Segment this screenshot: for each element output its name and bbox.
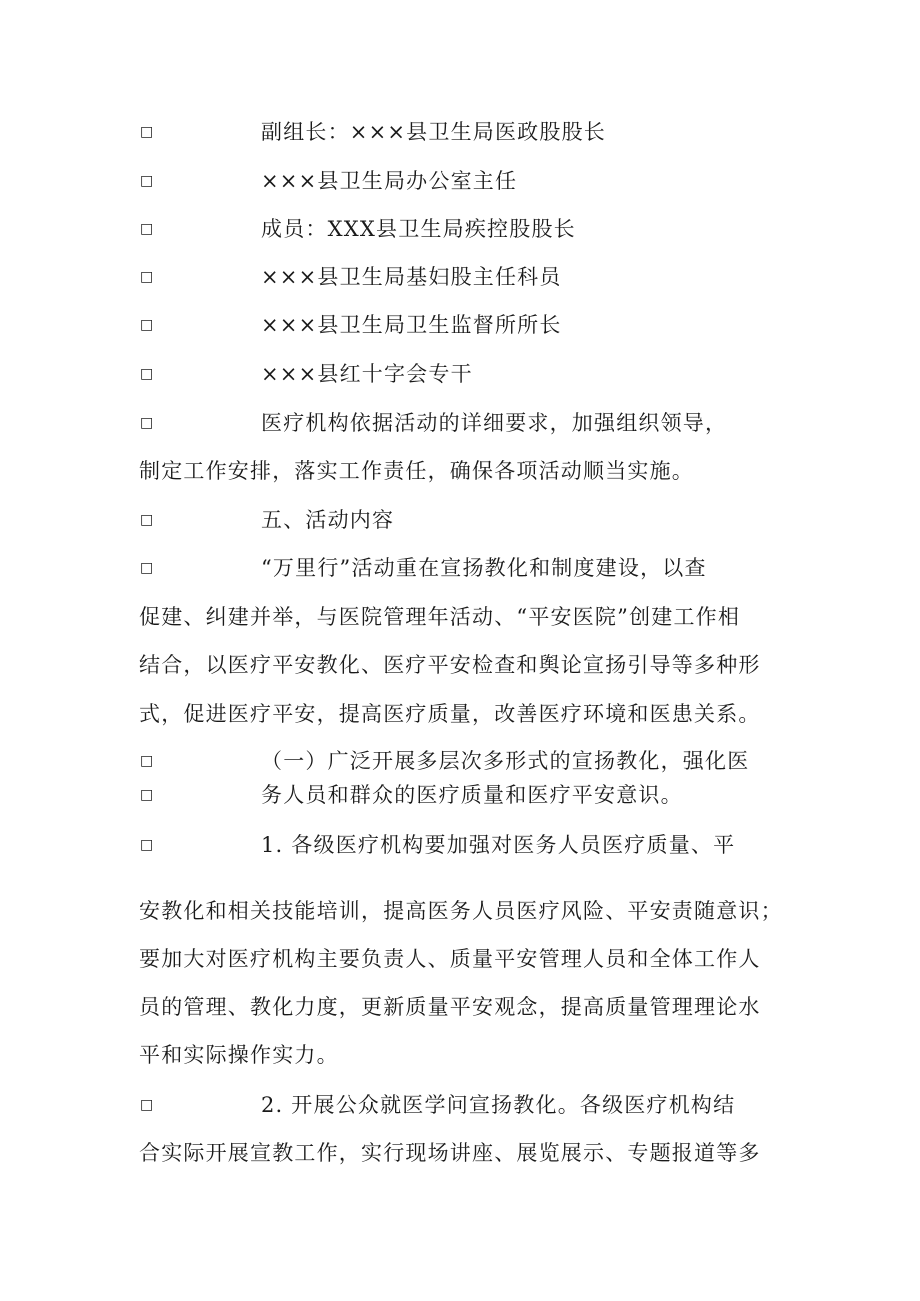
line-text: 要加大对医疗机构主要负责人、质量平安管理人员和全体工作人: [139, 947, 761, 971]
line-text: “万里行”活动重在宣扬教化和制度建设，以查: [261, 556, 707, 580]
line-2: [0, 166, 920, 196]
line-text: 2. 开展公众就医学问宣扬教化。各级医疗机构结: [261, 1093, 736, 1117]
line-10: [0, 553, 920, 583]
paragraph-marker: □: [140, 269, 155, 285]
line-18: [0, 944, 920, 974]
line-text: 副组长：×××县卫生局医政股股长: [261, 120, 606, 144]
line-text: （一）广泛开展多层次多形式的宣扬教化，强化医: [261, 749, 750, 773]
line-7: [0, 408, 920, 438]
paragraph-marker: □: [140, 1097, 155, 1113]
line-12: [0, 650, 920, 680]
section-heading: 五、活动内容: [261, 508, 395, 532]
line-8: [0, 456, 920, 486]
line-text: 安教化和相关技能培训，提高医务人员医疗风险、平安责随意识；: [139, 899, 783, 923]
paragraph-marker: □: [140, 124, 155, 140]
line-20: [0, 1040, 920, 1070]
line-13: [0, 699, 920, 729]
line-6: [0, 359, 920, 389]
line-text: ×××县卫生局基妇股主任科员: [261, 265, 562, 289]
line-text: 合实际开展宣教工作，实行现场讲座、展览展示、专题报道等多: [139, 1141, 761, 1165]
paragraph-marker: □: [140, 173, 155, 189]
line-5: [0, 310, 920, 340]
line-text: 结合，以医疗平安教化、医疗平安检查和舆论宣扬引导等多种形: [139, 653, 761, 677]
line-11: [0, 602, 920, 632]
line-text: 务人员和群众的医疗质量和医疗平安意识。: [261, 783, 683, 807]
line-14: [0, 746, 920, 776]
line-text: ×××县卫生局卫生监督所所长: [261, 313, 562, 337]
line-4: [0, 262, 920, 292]
paragraph-marker: □: [140, 415, 155, 431]
line-22: [0, 1138, 920, 1168]
paragraph-marker: □: [140, 753, 155, 769]
line-9: [0, 505, 920, 535]
line-text: 制定工作安排，落实工作责任，确保各项活动顺当实施。: [139, 459, 694, 483]
paragraph-marker: □: [140, 560, 155, 576]
line-text: 员的管理、教化力度，更新质量平安观念，提高质量管理理论水: [139, 995, 761, 1019]
line-text: 1. 各级医疗机构要加强对医务人员医疗质量、平: [261, 833, 736, 857]
paragraph-marker: □: [140, 512, 155, 528]
paragraph-marker: □: [140, 221, 155, 237]
line-3: [0, 214, 920, 244]
line-text: 医疗机构依据活动的详细要求，加强组织领导，: [261, 411, 728, 435]
paragraph-marker: □: [140, 837, 155, 853]
line-text: 成员：XXX县卫生局疾控股股长: [261, 217, 576, 241]
paragraph-marker: □: [140, 787, 155, 803]
line-text: ×××县红十字会专干: [261, 362, 473, 386]
line-19: [0, 992, 920, 1022]
paragraph-marker: □: [140, 317, 155, 333]
line-1: [0, 117, 920, 147]
line-16: [0, 830, 920, 860]
line-text: 式，促进医疗平安，提高医疗质量，改善医疗环境和医患关系。: [139, 702, 761, 726]
line-text: 促建、纠建并举，与医院管理年活动、“平安医院”创建工作相: [139, 605, 741, 629]
line-15: [0, 780, 920, 810]
line-text: 平和实际操作实力。: [139, 1043, 339, 1067]
line-21: [0, 1090, 920, 1120]
line-17: [0, 896, 920, 926]
paragraph-marker: □: [140, 366, 155, 382]
line-text: ×××县卫生局办公室主任: [261, 169, 518, 193]
